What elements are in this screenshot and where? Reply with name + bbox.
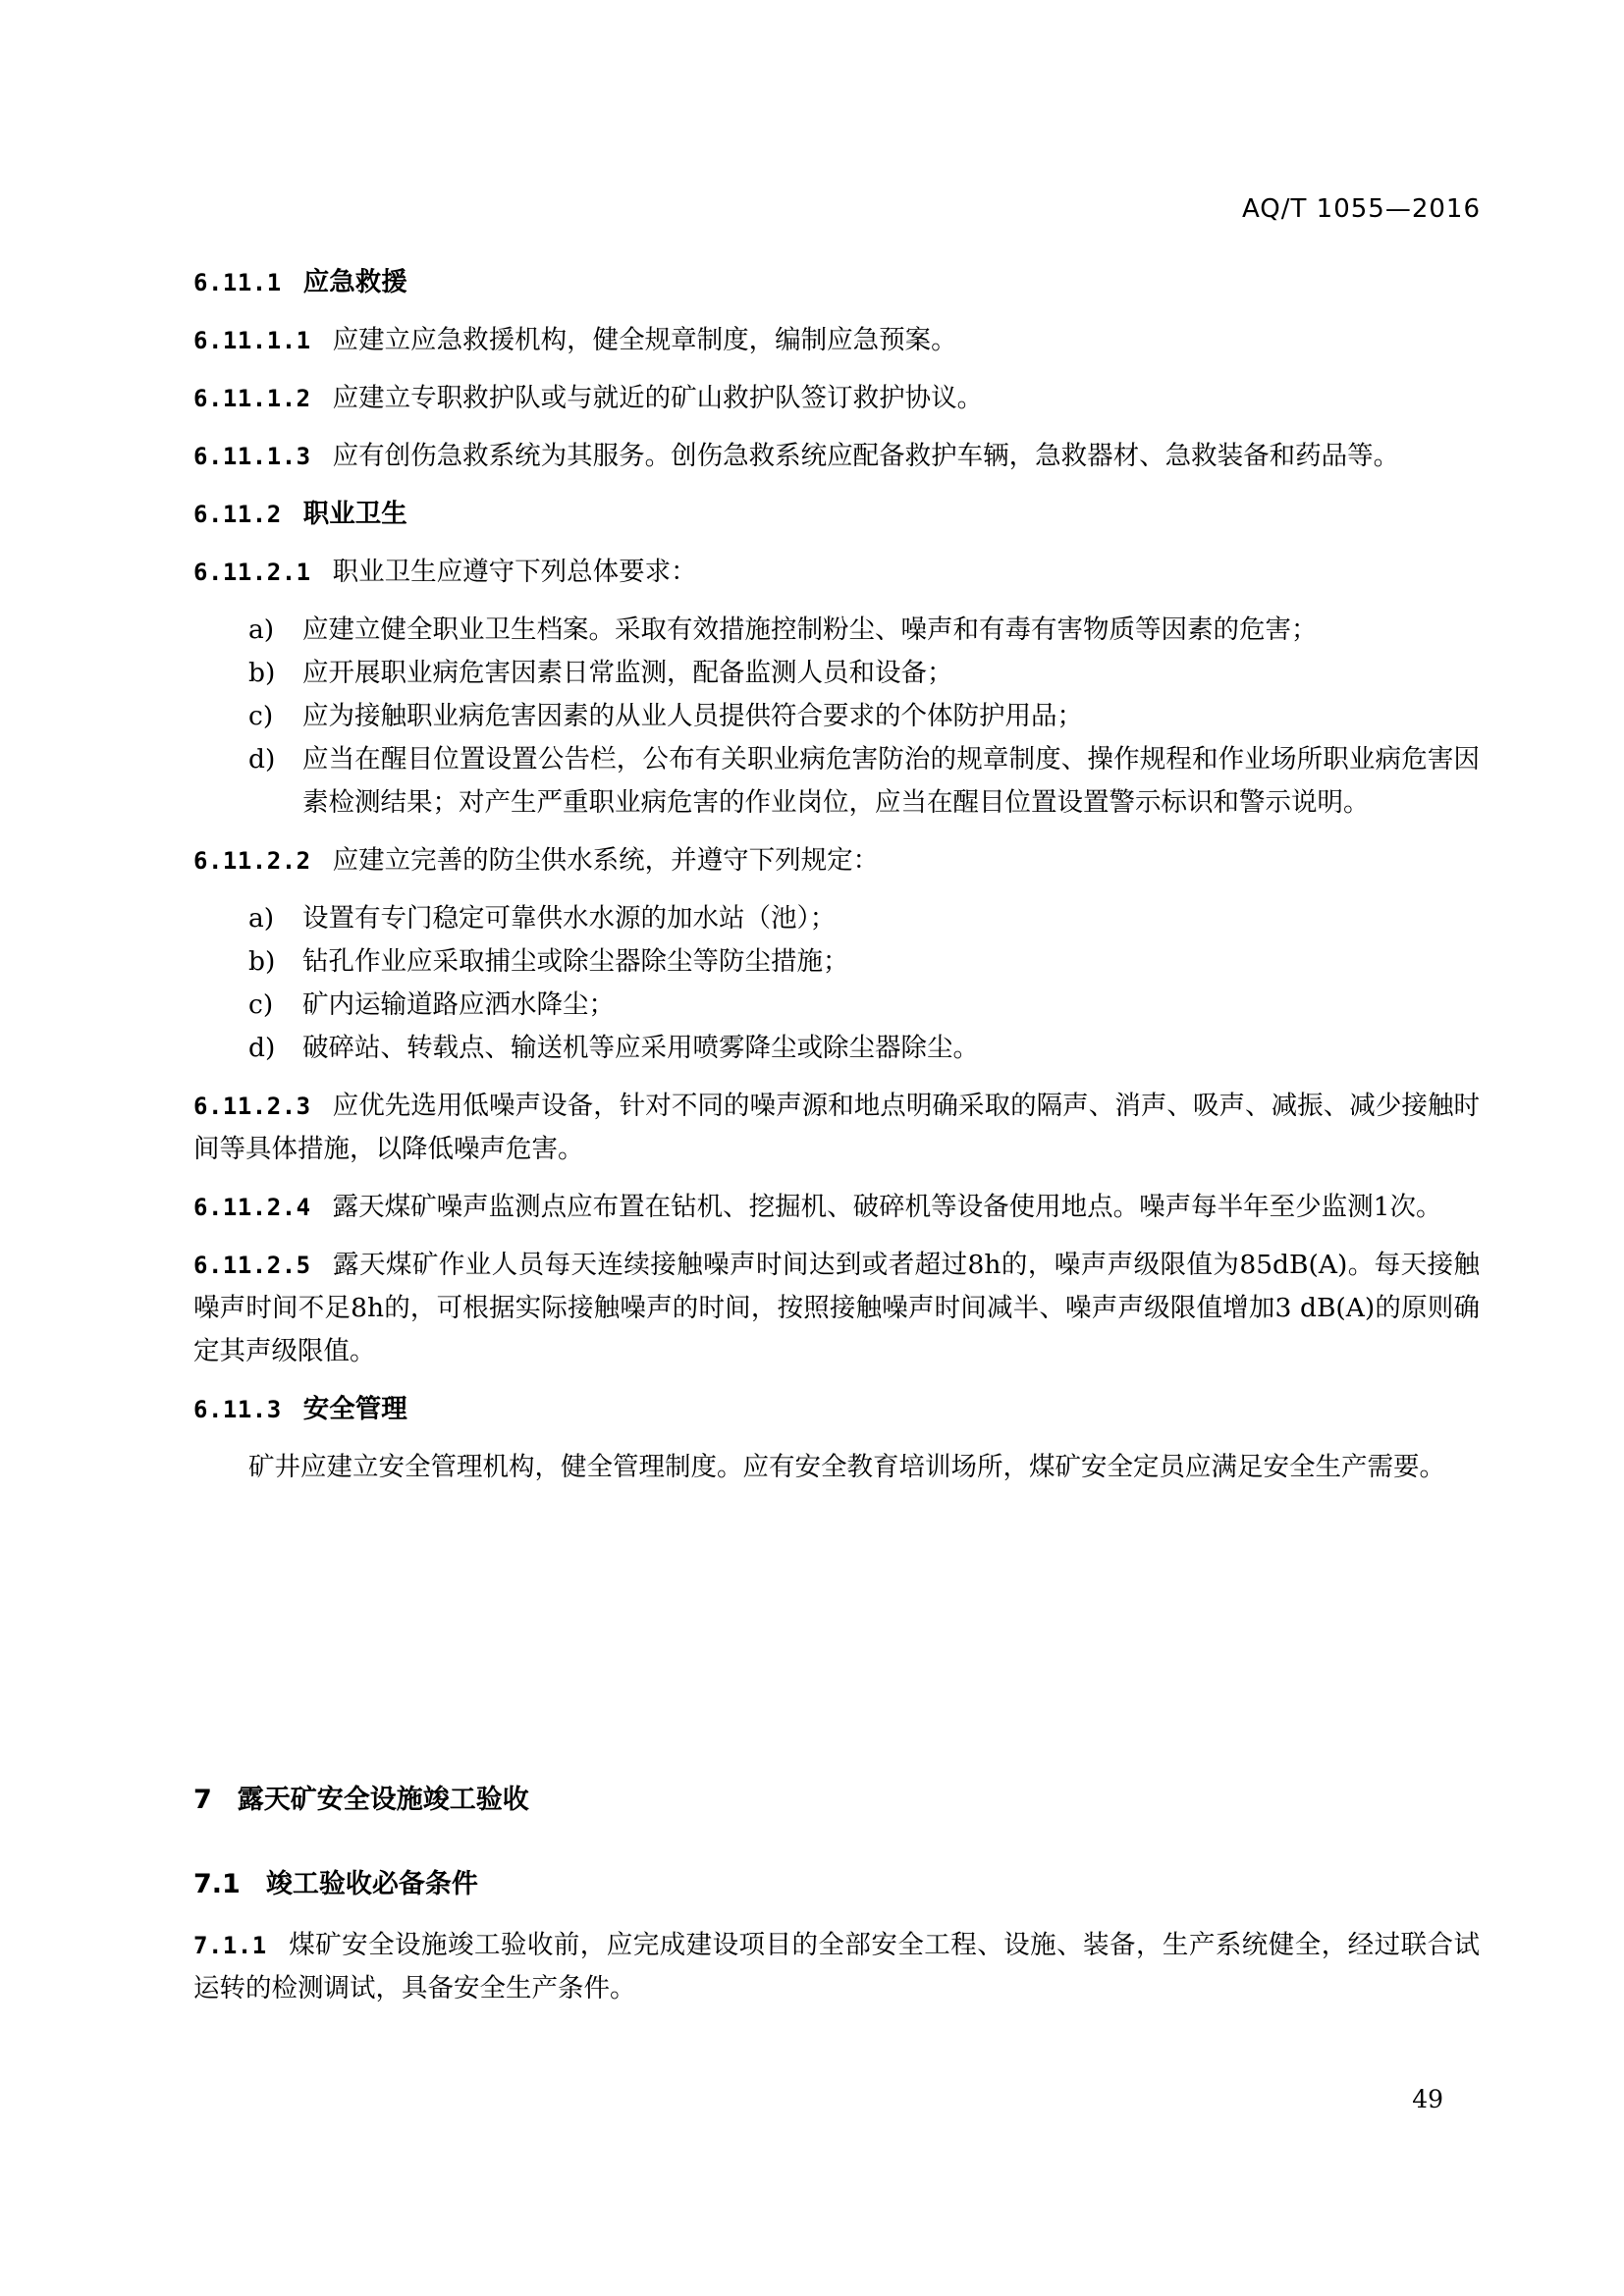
- clause-text: 应建立完善的防尘供水系统，并遵守下列规定：: [332, 845, 880, 876]
- list-marker: b): [248, 658, 276, 688]
- clause-text: 露天煤矿噪声监测点应布置在钻机、挖掘机、破碎机等设备使用地点。噪声每半年至少监测1次。: [332, 1192, 1442, 1222]
- clause-number: 6.11.2: [193, 501, 282, 528]
- list-item: [193, 897, 1480, 940]
- clause-number: 6.11.1: [193, 269, 282, 296]
- list-item-text: 应建立健全职业卫生档案。采取有效措施控制粉尘、噪声和有毒有害物质等因素的危害；: [302, 614, 1318, 645]
- clause-6-11-3-text: 矿井应建立安全管理机构，健全管理制度。应有安全教育培训场所，煤矿安全定员应满足安全生产需要。: [248, 1452, 1445, 1482]
- clause-number: 6.11.1.2: [193, 385, 311, 412]
- clause-6-11-1-2: [193, 377, 1480, 420]
- clause-7-1-1: [193, 1924, 1480, 2010]
- list-6-11-2-2: [193, 897, 1480, 1070]
- list-item-text: 矿内运输道路应洒水降尘；: [302, 989, 615, 1020]
- clause-number: 7.1.1: [193, 1932, 267, 1959]
- clause-text: 应建立应急救援机构，健全规章制度，编制应急预案。: [332, 325, 957, 355]
- chapter-title: 露天矿安全设施竣工验收: [237, 1785, 529, 1815]
- clause-6-11-3-heading: [193, 1388, 1480, 1431]
- clause-number: 6.11.2.5: [193, 1252, 311, 1279]
- chapter-7-heading: [193, 1779, 1480, 1822]
- clause-title: 应急救援: [302, 267, 407, 297]
- clause-number: 6.11.2.4: [193, 1194, 311, 1221]
- list-marker: c): [248, 989, 274, 1020]
- list-marker: a): [248, 903, 275, 934]
- list-item: [193, 695, 1480, 738]
- clause-6-11-2-5: [193, 1244, 1480, 1373]
- clause-6-11-1-1: [193, 319, 1480, 362]
- list-marker: b): [248, 946, 276, 977]
- clause-text: 应建立专职救护队或与就近的矿山救护队签订救护协议。: [332, 383, 984, 413]
- clause-number: 6.11.1.3: [193, 443, 311, 470]
- clause-number: 6.11.2.2: [193, 847, 311, 875]
- clause-6-11-1-3: [193, 435, 1480, 478]
- clause-text: 应优先选用低噪声设备，针对不同的噪声源和地点明确采取的隔声、消声、吸声、减振、减少接触时间等具体措施，以降低噪声危害。: [193, 1091, 1480, 1164]
- clause-6-11-1-heading: [193, 261, 1480, 304]
- clause-title: 安全管理: [302, 1394, 407, 1424]
- clause-6-11-2-2: [193, 839, 1480, 882]
- list-item: [193, 652, 1480, 695]
- clause-6-11-2-heading: [193, 493, 1480, 536]
- clause-text: 应有创伤急救系统为其服务。创伤急救系统应配备救护车辆，急救器材、急救装备和药品等。: [332, 441, 1400, 471]
- list-marker: a): [248, 614, 275, 645]
- list-marker: d): [248, 744, 276, 774]
- section-6-11-content: [193, 261, 1480, 1504]
- list-item-text: 钻孔作业应采取捕尘或除尘器除尘等防尘措施；: [302, 946, 849, 977]
- list-item-text: 应为接触职业病危害因素的从业人员提供符合要求的个体防护用品；: [302, 701, 1083, 731]
- list-item: [193, 984, 1480, 1027]
- clause-7-1-heading: [193, 1863, 1480, 1906]
- chapter-number: 7: [193, 1785, 212, 1815]
- clause-number: 6.11.2.3: [193, 1093, 311, 1120]
- clause-title: 职业卫生: [302, 499, 407, 529]
- clause-text: 露天煤矿作业人员每天连续接触噪声时间达到或者超过8h的，噪声声级限值为85dB(A)。每天接触噪声时间不足8h的，可根据实际接触噪声的时间，按照接触噪声时间减半、噪声声级限值增加3 dB(A)的原则确定其声级限值。: [193, 1250, 1480, 1366]
- list-item-text: 应当在醒目位置设置公告栏，公布有关职业病危害防治的规章制度、操作规程和作业场所职业病危害因素检测结果；对产生严重职业病危害的作业岗位，应当在醒目位置设置警示标识和警示说明。: [302, 744, 1480, 818]
- standard-code: AQ/T 1055—2016: [1241, 194, 1481, 224]
- clause-number: 6.11.1.1: [193, 327, 311, 354]
- list-marker: d): [248, 1033, 276, 1063]
- clause-text: 职业卫生应遵守下列总体要求：: [332, 557, 697, 587]
- clause-number: 6.11.3: [193, 1396, 282, 1423]
- list-marker: c): [248, 701, 274, 731]
- clause-6-11-2-4: [193, 1186, 1480, 1229]
- clause-number: 6.11.2.1: [193, 559, 311, 586]
- list-item: [193, 738, 1480, 825]
- clause-number: 7.1: [193, 1869, 241, 1899]
- list-item-text: 应开展职业病危害因素日常监测，配备监测人员和设备；: [302, 658, 953, 688]
- list-item: [193, 609, 1480, 652]
- list-6-11-2-1: [193, 609, 1480, 825]
- clause-title: 竣工验收必备条件: [265, 1869, 478, 1899]
- clause-text: 煤矿安全设施竣工验收前，应完成建设项目的全部安全工程、设施、装备，生产系统健全，经过联合试运转的检测调试，具备安全生产条件。: [193, 1930, 1480, 2003]
- clause-6-11-2-1: [193, 551, 1480, 594]
- page-number: 49: [1412, 2085, 1443, 2113]
- list-item: [193, 1027, 1480, 1070]
- list-item-text: 破碎站、转载点、输送机等应采用喷雾降尘或除尘器除尘。: [302, 1033, 979, 1063]
- clause-6-11-2-3: [193, 1085, 1480, 1171]
- list-item-text: 设置有专门稳定可靠供水水源的加水站（池）；: [302, 903, 837, 934]
- list-item: [193, 940, 1480, 984]
